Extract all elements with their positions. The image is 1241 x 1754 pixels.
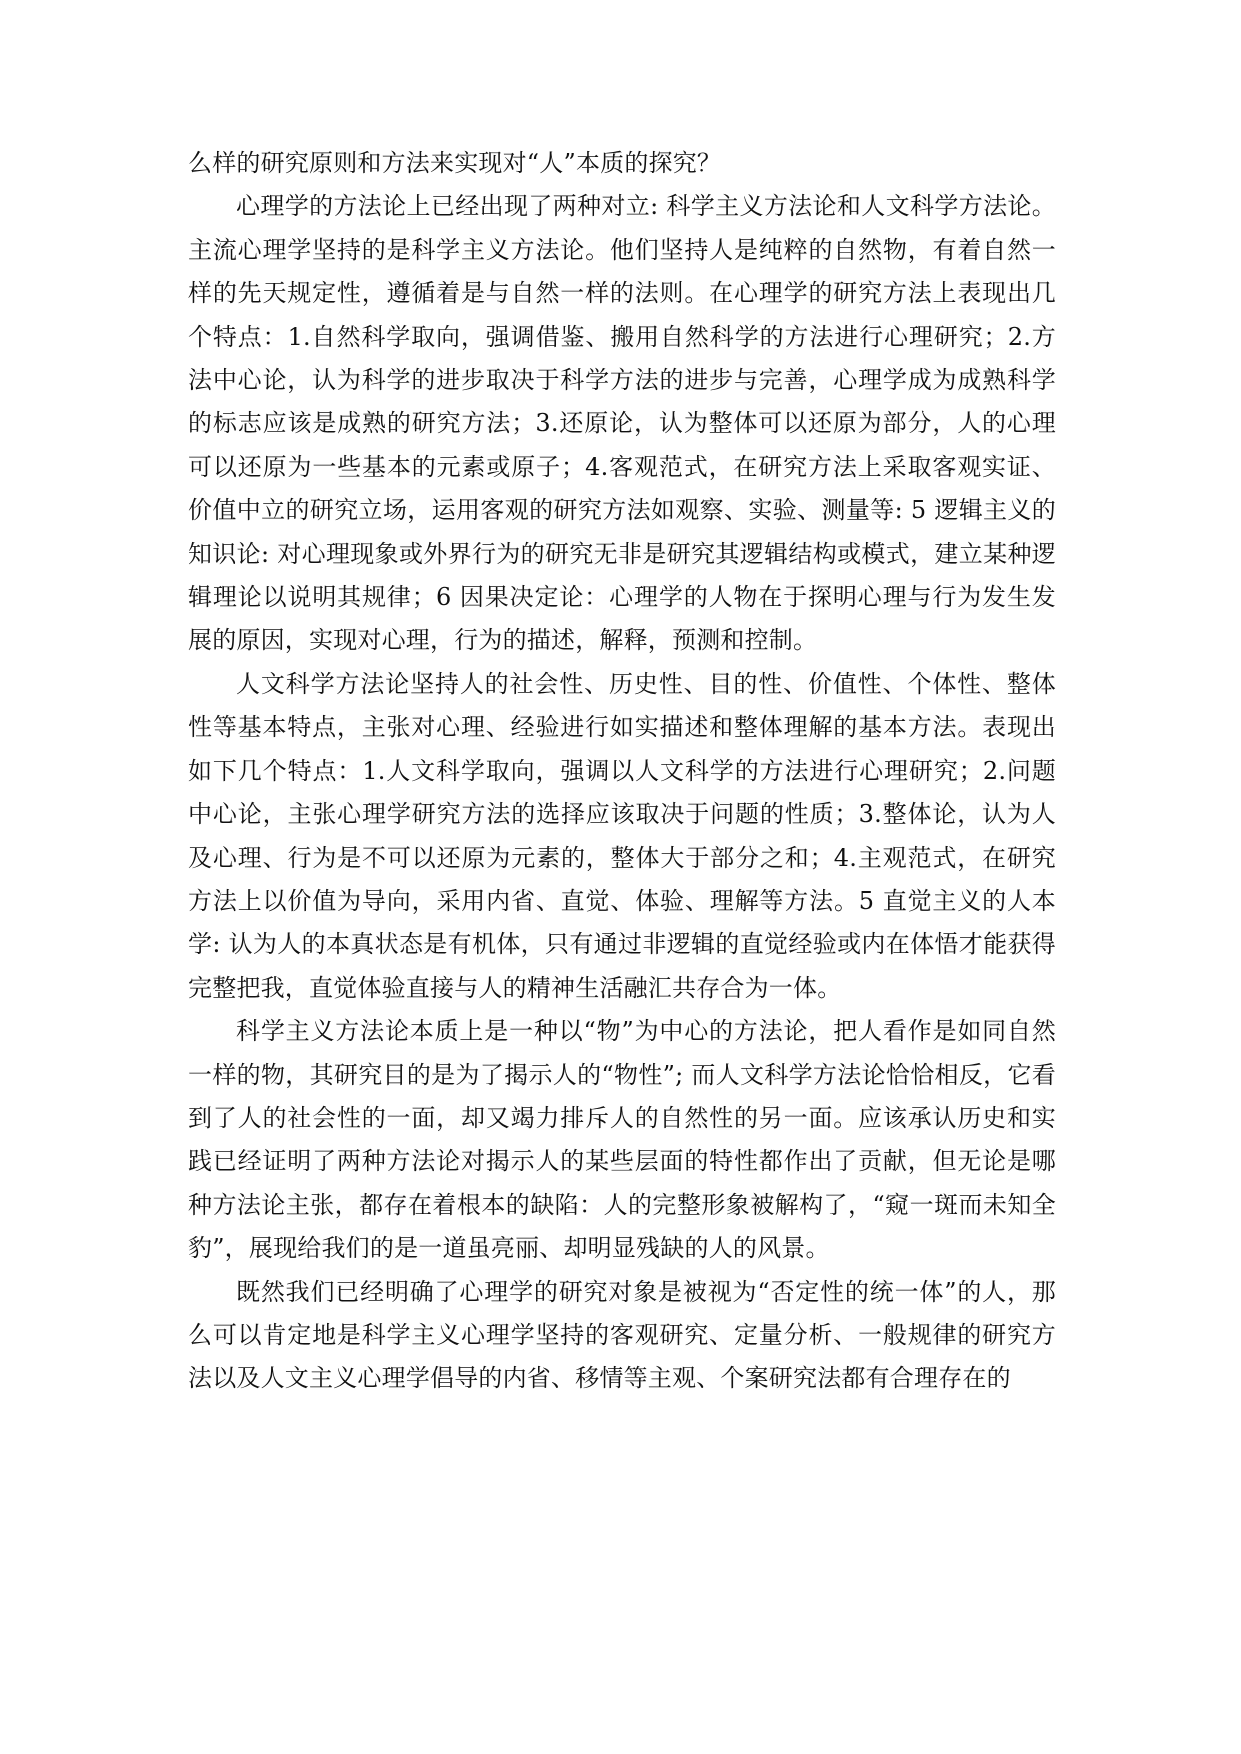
body-text xyxy=(188,142,1056,1401)
paragraph-continuation: 么样的研究原则和方法来实现对“人”本质的探究？ xyxy=(188,149,722,177)
paragraph-conclusion: 既然我们已经明确了心理学的研究对象是被视为“否定性的统一体”的人，那么可以肯定地是科学主义心理学坚持的客观研究、定量分析、一般规律的研究方法以及人文主义心理学倡导的内省、移情等主观、个案研究法都有合理存在的 xyxy=(188,1277,1056,1393)
paragraph-humanistic-methodology: 人文科学方法论坚持人的社会性、历史性、目的性、价值性、个体性、整体性等基本特点，主张对心理、经验进行如实描述和整体理解的基本方法。表现出如下几个特点：1.人文科学取向，强调以人文科学的方法进行心理研究；2.问题中心论，主张心理学研究方法的选择应该取决于问题的性质；3.整体论，认为人及心理、行为是不可以还原为元素的，整体大于部分之和；4.主观范式，在研究方法上以价值为导向，采用内省、直觉、体验、理解等方法。5 直觉主义的人本学: 认为人的本真状态是有机体，只有通过非逻辑的直觉经验或内在体悟才能获得完整把我，直觉体验直接与人的精神生活融汇共存合为一体。 xyxy=(188,669,1056,1002)
paragraph-comparison: 科学主义方法论本质上是一种以“物”为中心的方法论，把人看作是如同自然一样的物，其研究目的是为了揭示人的“物性”; 而人文科学方法论恰恰相反，它看到了人的社会性的一面，却又竭力排斥人的自然性的另一面。应该承认历史和实践已经证明了两种方法论对揭示人的某些层面的特性都作出了贡献，但无论是哪种方法论主张，都存在着根本的缺陷：人的完整形象被解构了，“窥一斑而未知全豹”，展现给我们的是一道虽亮丽、却明显残缺的人的风景。 xyxy=(188,1017,1056,1263)
paragraph-scientism-methodology: 心理学的方法论上已经出现了两种对立: 科学主义方法论和人文科学方法论。主流心理学坚持的是科学主义方法论。他们坚持人是纯粹的自然物，有着自然一样的先天规定性，遵循着是与自然一样的法则。在心理学的研究方法上表现出几个特点：1.自然科学取向，强调借鉴、搬用自然科学的方法进行心理研究；2.方法中心论，认为科学的进步取决于科学方法的进步与完善，心理学成为成熟科学的标志应该是成熟的研究方法；3.还原论，认为整体可以还原为部分，人的心理可以还原为一些基本的元素或原子；4.客观范式，在研究方法上采取客观实证、价值中立的研究立场，运用客观的研究方法如观察、实验、测量等: 5 逻辑主义的知识论: 对心理现象或外界行为的研究无非是研究其逻辑结构或模式，建立某种逻辑理论以说明其规律；6 因果决定论：心理学的人物在于探明心理与行为发生发展的原因，实现对心理，行为的描述，解释，预测和控制。 xyxy=(188,192,1056,655)
